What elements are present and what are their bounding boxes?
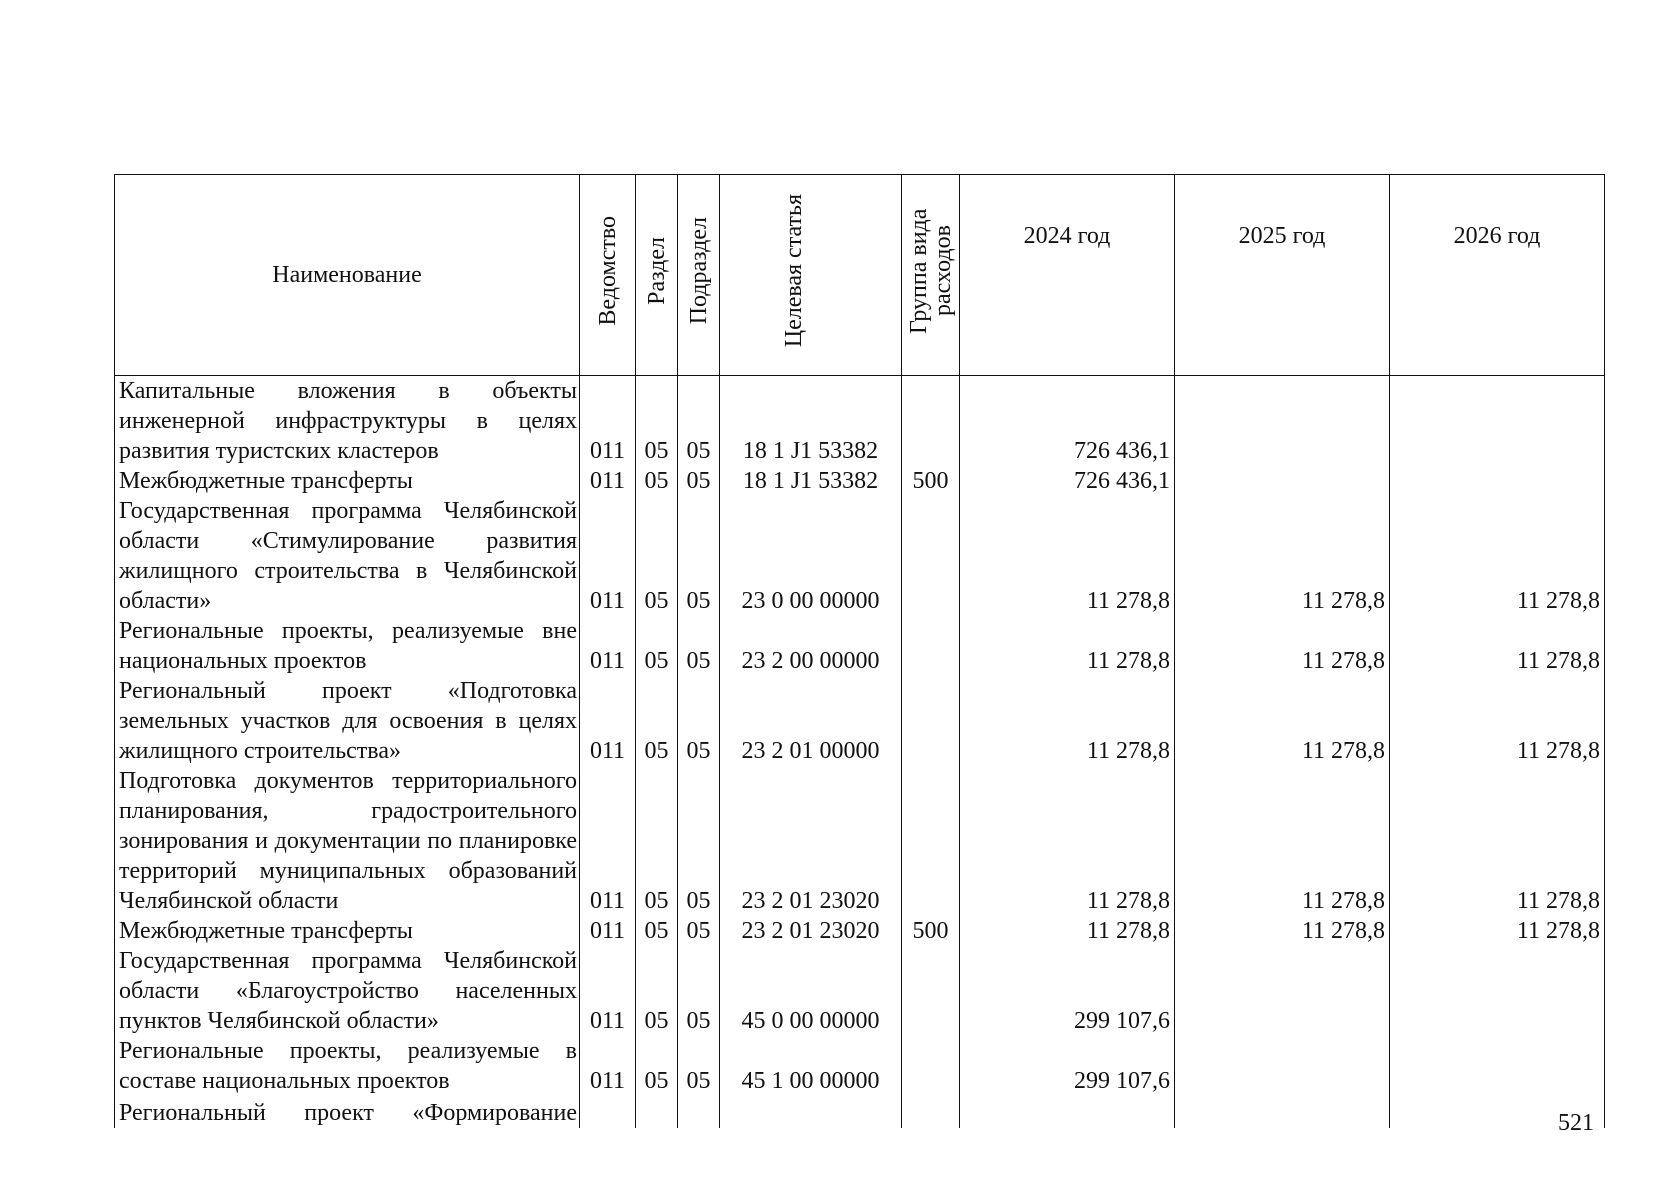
- cell-podrazdel: 05: [678, 676, 720, 766]
- cell-2025: [1175, 1036, 1390, 1096]
- cell-2026: [1390, 376, 1605, 467]
- table-body: [115, 376, 1605, 1129]
- cell-razdel: 05: [636, 376, 678, 467]
- table-row: [115, 376, 1605, 467]
- header-year-2026: 2026 год: [1390, 175, 1605, 376]
- cell-gruppa: [902, 376, 960, 467]
- table-row: [115, 916, 1605, 946]
- cell-celevaya-statya: 23 2 00 00000: [720, 616, 902, 676]
- cell-razdel: 05: [636, 676, 678, 766]
- cell-celevaya-statya: 45 1 00 00000: [720, 1036, 902, 1096]
- cell-podrazdel: 05: [678, 1036, 720, 1096]
- header-celevaya-statya: Целевая статья: [720, 175, 902, 376]
- cell-2024: 11 278,8: [960, 676, 1175, 766]
- cell-gruppa: [902, 676, 960, 766]
- cell-2025: [1175, 466, 1390, 496]
- cell-name: Межбюджетные трансферты: [115, 466, 580, 496]
- cell-podrazdel: 05: [678, 766, 720, 916]
- cell-2024: 726 436,1: [960, 466, 1175, 496]
- cell-razdel: 05: [636, 616, 678, 676]
- cell-2025: 11 278,8: [1175, 616, 1390, 676]
- cell-name: Региональные проекты, реализуемые в составе национальных проектов: [115, 1036, 580, 1096]
- cell-name: Межбюджетные трансферты: [115, 916, 580, 946]
- cell-gruppa: [902, 496, 960, 616]
- header-vedomstvo: Ведомство: [580, 175, 636, 376]
- cell-podrazdel: 05: [678, 916, 720, 946]
- cell-2026: 11 278,8: [1390, 616, 1605, 676]
- cell-vedomstvo: 011: [580, 1036, 636, 1096]
- cell-2026: [1390, 1036, 1605, 1096]
- cell-vedomstvo: [580, 1096, 636, 1128]
- cell-celevaya-statya: 45 0 00 00000: [720, 946, 902, 1036]
- cell-gruppa: [902, 946, 960, 1036]
- cell-celevaya-statya: 18 1 J1 53382: [720, 376, 902, 467]
- cell-2025: [1175, 376, 1390, 467]
- cell-2025: 11 278,8: [1175, 916, 1390, 946]
- cell-2025: [1175, 1096, 1390, 1128]
- table-row: [115, 496, 1605, 616]
- table-row: [115, 1036, 1605, 1096]
- cell-podrazdel: [678, 1096, 720, 1128]
- cell-podrazdel: 05: [678, 616, 720, 676]
- cell-gruppa: [902, 1096, 960, 1128]
- cell-2025: 11 278,8: [1175, 496, 1390, 616]
- table-row: [115, 466, 1605, 496]
- cell-2024: 299 107,6: [960, 946, 1175, 1036]
- cell-2025: [1175, 946, 1390, 1036]
- page-number: 521: [1558, 1110, 1594, 1136]
- cell-vedomstvo: 011: [580, 376, 636, 467]
- table-header: [115, 175, 1605, 376]
- cell-2024: 11 278,8: [960, 766, 1175, 916]
- table-row-continued: [115, 1096, 1605, 1128]
- header-name: Наименование: [115, 175, 580, 376]
- cell-vedomstvo: 011: [580, 496, 636, 616]
- cell-2026: 11 278,8: [1390, 676, 1605, 766]
- cell-2026: [1390, 466, 1605, 496]
- table-row: [115, 766, 1605, 916]
- cell-name: Подготовка документов территориального планирования, градостроительного зонирования и документации по планировке территорий муниципальных образований Челябинской области: [115, 766, 580, 916]
- cell-2024: [960, 1096, 1175, 1128]
- cell-gruppa: 500: [902, 916, 960, 946]
- cell-celevaya-statya: 23 2 01 00000: [720, 676, 902, 766]
- cell-gruppa: [902, 1036, 960, 1096]
- cell-razdel: 05: [636, 1036, 678, 1096]
- header-gruppa-vida-rashodov: Группа вида расходов: [902, 175, 960, 376]
- cell-gruppa: [902, 616, 960, 676]
- header-year-2024: 2024 год: [960, 175, 1175, 376]
- cell-celevaya-statya: 23 2 01 23020: [720, 766, 902, 916]
- cell-celevaya-statya: 23 2 01 23020: [720, 916, 902, 946]
- cell-razdel: [636, 1096, 678, 1128]
- cell-name: Государственная программа Челябинской области «Благоустройство населенных пунктов Челябинской области»: [115, 946, 580, 1036]
- cell-2024: 11 278,8: [960, 496, 1175, 616]
- cell-podrazdel: 05: [678, 946, 720, 1036]
- cell-2026: [1390, 946, 1605, 1036]
- cell-podrazdel: 05: [678, 376, 720, 467]
- cell-2026: 11 278,8: [1390, 916, 1605, 946]
- cell-name: Региональный проект «Формирование: [115, 1096, 580, 1128]
- cell-razdel: 05: [636, 466, 678, 496]
- header-year-2025: 2025 год: [1175, 175, 1390, 376]
- cell-gruppa: 500: [902, 466, 960, 496]
- table-row: [115, 676, 1605, 766]
- cell-razdel: 05: [636, 766, 678, 916]
- cell-2024: 726 436,1: [960, 376, 1175, 467]
- cell-podrazdel: 05: [678, 466, 720, 496]
- cell-vedomstvo: 011: [580, 946, 636, 1036]
- cell-2026: 11 278,8: [1390, 766, 1605, 916]
- cell-2025: 11 278,8: [1175, 766, 1390, 916]
- cell-2025: 11 278,8: [1175, 676, 1390, 766]
- cell-razdel: 05: [636, 946, 678, 1036]
- budget-table: [114, 174, 1605, 1128]
- cell-podrazdel: 05: [678, 496, 720, 616]
- cell-name: Капитальные вложения в объекты инженерной инфраструктуры в целях развития туристских кластеров: [115, 376, 580, 467]
- cell-celevaya-statya: [720, 1096, 902, 1128]
- cell-vedomstvo: 011: [580, 676, 636, 766]
- cell-name: Региональный проект «Подготовка земельных участков для освоения в целях жилищного строительства»: [115, 676, 580, 766]
- cell-2026: 11 278,8: [1390, 496, 1605, 616]
- cell-name: Региональные проекты, реализуемые вне национальных проектов: [115, 616, 580, 676]
- cell-2024: 11 278,8: [960, 616, 1175, 676]
- cell-vedomstvo: 011: [580, 916, 636, 946]
- cell-razdel: 05: [636, 916, 678, 946]
- cell-razdel: 05: [636, 496, 678, 616]
- cell-gruppa: [902, 766, 960, 916]
- cell-name: Государственная программа Челябинской области «Стимулирование развития жилищного строительства в Челябинской области»: [115, 496, 580, 616]
- cell-2024: 299 107,6: [960, 1036, 1175, 1096]
- header-podrazdel: Подраздел: [678, 175, 720, 376]
- cell-celevaya-statya: 23 0 00 00000: [720, 496, 902, 616]
- header-razdel: Раздел: [636, 175, 678, 376]
- cell-vedomstvo: 011: [580, 466, 636, 496]
- cell-celevaya-statya: 18 1 J1 53382: [720, 466, 902, 496]
- table-row: [115, 946, 1605, 1036]
- cell-vedomstvo: 011: [580, 616, 636, 676]
- cell-2024: 11 278,8: [960, 916, 1175, 946]
- table-row: [115, 616, 1605, 676]
- cell-vedomstvo: 011: [580, 766, 636, 916]
